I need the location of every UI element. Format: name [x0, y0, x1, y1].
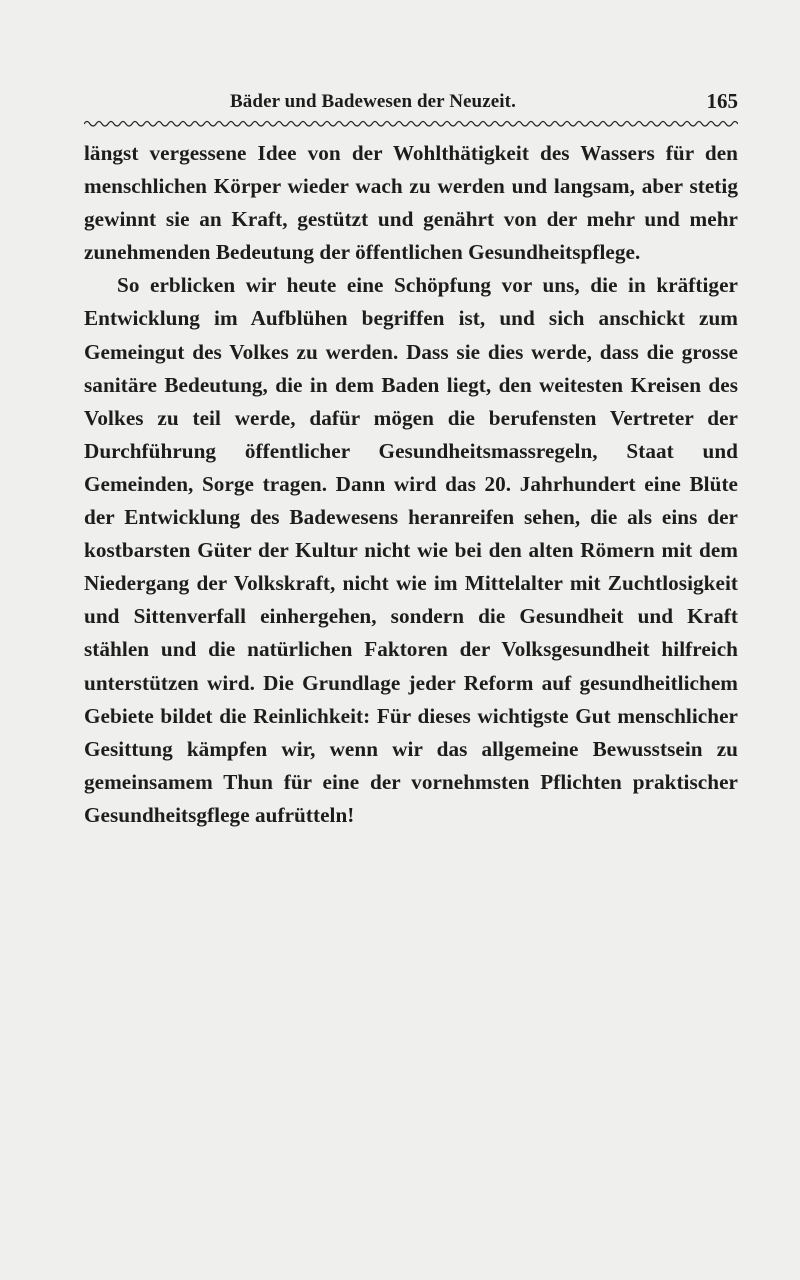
paragraph-main: So erblicken wir heute eine Schöpfung vor uns, die in kräftiger Entwicklung im Aufblühen begriffen ist, und sich anschickt zum Gemeingut des Volkes zu werden. Dass sie dies werde, dass die grosse sanitäre Bedeutung, die in dem Baden liegt, den weitesten Kreisen des Volkes zu teil werde, dafür mögen die berufensten Vertreter der Durchführung öffentlicher Gesundheitsmassregeln, Staat und Gemeinden, Sorge tragen. Dann wird das 20. Jahrhundert eine Blüte der Entwicklung des Badewesens heranreifen sehen, die als eins der kostbarsten Güter der Kultur nicht wie bei den alten Römern mit dem Niedergang der Volkskraft, nicht wie im Mittelalter mit Zuchtlosigkeit und Sittenverfall einhergehen, sondern die Gesundheit und Kraft stählen und die natürlichen Faktoren der Volksgesundheit hilfreich unterstützen wird. Die Grundlage jeder Reform auf gesundheitlichem Gebiete bildet die Reinlichkeit: Für dieses wichtigste Gut menschlicher Gesittung kämpfen wir, wenn wir das allgemeine Bewusstsein zu gemeinsamem Thun für eine der vornehmsten Pflichten praktischer Gesundheitsgflege aufrütteln!	[84, 273, 738, 827]
paragraph-continuation: längst vergessene Idee von der Wohlthätigkeit des Wassers für den menschlichen Körper wieder wach zu werden und langsam, aber stetig gewinnt sie an Kraft, gestützt und genährt von der mehr und mehr zunehmenden Bedeutung der öffentlichen Gesundheitspflege.	[84, 141, 738, 265]
page-number: 165	[706, 89, 738, 113]
running-head	[84, 89, 738, 115]
body-text	[84, 137, 738, 832]
running-head-title: Bäder und Badewesen der Neuzeit.	[230, 91, 516, 112]
wavy-rule-ornament	[84, 117, 738, 129]
